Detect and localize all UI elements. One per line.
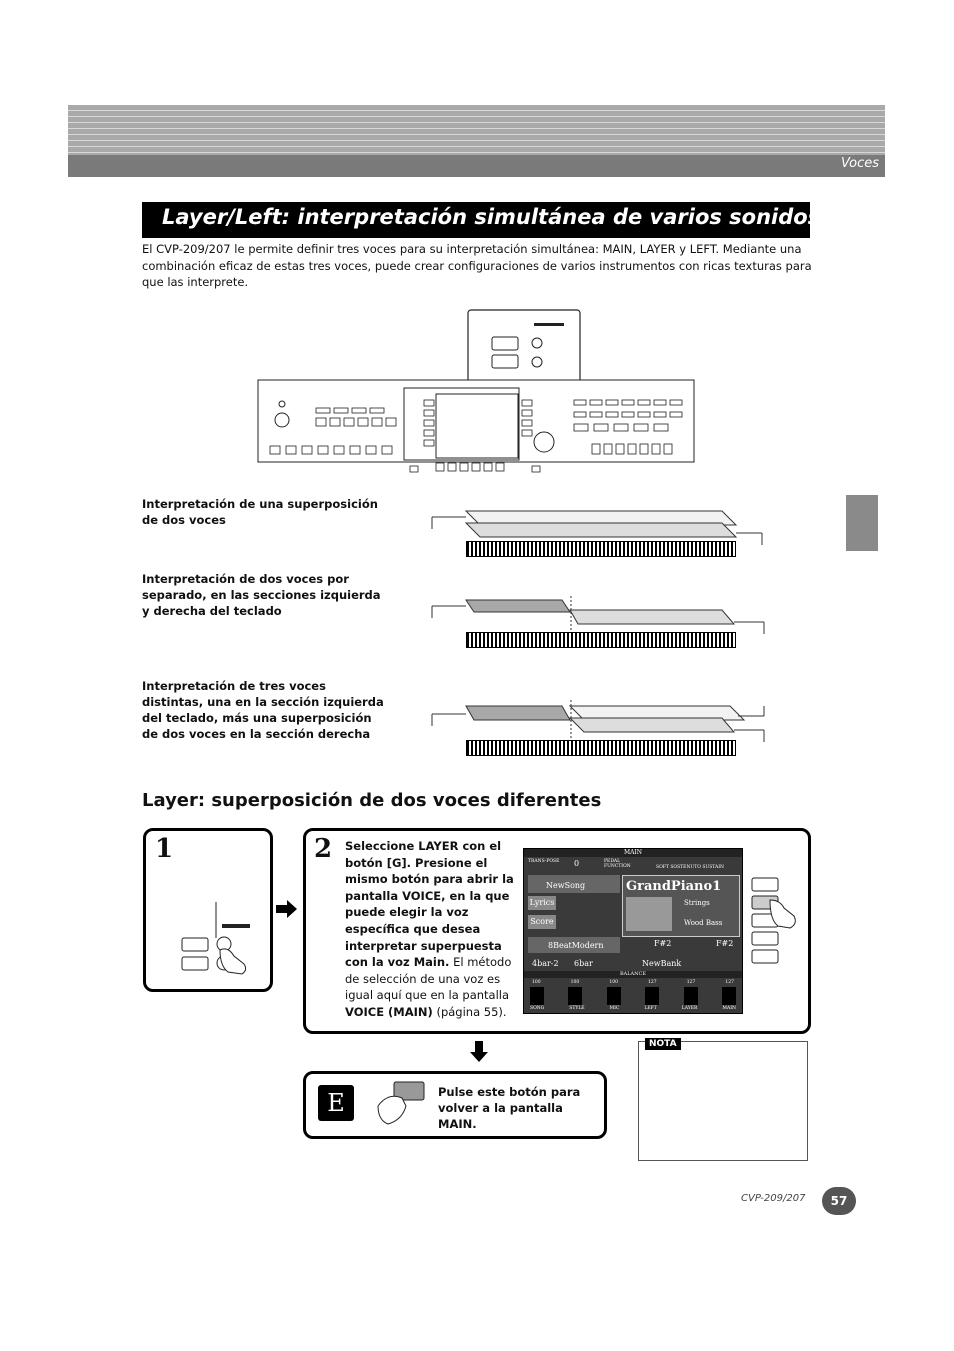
split-diagram bbox=[430, 596, 770, 636]
transpose-label: TRANS-POSE bbox=[528, 859, 560, 864]
note-label: NOTA bbox=[645, 1038, 681, 1050]
arrow-right-icon bbox=[276, 900, 298, 918]
keyboard bbox=[466, 632, 736, 648]
lyrics-button: Lyrics bbox=[528, 896, 556, 910]
voice-main: GrandPiano1 bbox=[626, 879, 722, 894]
step2-number: 2 bbox=[314, 834, 333, 864]
balance-sliders bbox=[530, 987, 736, 1005]
intro-value: 4bar-2 bbox=[532, 959, 559, 968]
split-right: F#2 bbox=[716, 939, 734, 948]
panel-illustration bbox=[256, 308, 696, 474]
page-number: 57 bbox=[822, 1187, 856, 1215]
side-thumb-tab bbox=[846, 495, 878, 551]
step2-plain: El método de selección de una voz es igual aquí que en la pantalla bbox=[345, 955, 512, 1003]
screen-side-buttons bbox=[748, 874, 800, 970]
page-title: Layer/Left: interpretación simultánea de varios sonidos bbox=[162, 205, 821, 229]
intro-paragraph: El CVP-209/207 le permite definir tres voces para su interpretación simultánea: MAIN, LAYER y LEFT. Mediante una combinación eficaz de estas tres voces, puede crear configuraciones de varios instrumentos con ricas texturas para que las interprete. bbox=[142, 242, 812, 289]
score-button: Score bbox=[528, 915, 556, 929]
balance-label: BALANCE bbox=[524, 971, 742, 978]
ending-value: 6bar bbox=[574, 959, 593, 968]
balance-labels: SONG STYLE MIC LEFT LAYER MAIN bbox=[530, 1006, 736, 1011]
balance-values: 100 100 100 127 127 127 bbox=[532, 980, 734, 985]
caption-split: Interpretación de dos voces por separado, en las secciones izquierda y derecha del teclado bbox=[142, 572, 381, 618]
pedal-label: PEDAL FUNCTION bbox=[604, 859, 631, 869]
end-icon: E bbox=[318, 1085, 354, 1121]
caption-layer: Interpretación de una superposición de dos voces bbox=[142, 497, 378, 527]
section-label: Voces bbox=[840, 156, 879, 171]
step2-bold: Seleccione LAYER con el botón [G]. Presione el mismo botón para abrir la pantalla VOICE, en la que puede elegir la voz específica que desea interpretar superpuesta con la voz Main. bbox=[345, 839, 514, 970]
page-header bbox=[68, 105, 885, 177]
pedal-items: SOFT SOSTENUTO SUSTAIN bbox=[656, 865, 724, 870]
song-name: NewSong bbox=[546, 881, 586, 890]
step2-end: (página 55). bbox=[432, 1004, 507, 1019]
caption-three-voices: Interpretación de tres voces distintas, una en la sección izquierda del teclado, más una superposición de dos voces en la sección derecha bbox=[142, 679, 384, 741]
voice-left: Wood Bass bbox=[684, 919, 723, 927]
end-instructions: Pulse este botón para volver a la pantalla MAIN. bbox=[438, 1085, 581, 1131]
note-box bbox=[638, 1041, 808, 1161]
piano-image bbox=[626, 897, 672, 931]
exit-button-illustration bbox=[372, 1080, 428, 1126]
step2-instructions bbox=[345, 838, 517, 1021]
step1-buttons bbox=[172, 900, 262, 980]
arrow-down-icon bbox=[470, 1041, 488, 1063]
subheading: Layer: superposición de dos voces diferentes bbox=[142, 790, 602, 811]
step1-number: 1 bbox=[155, 834, 174, 864]
footer-model: CVP-209/207 bbox=[741, 1193, 806, 1204]
style-name: 8BeatModern bbox=[548, 941, 604, 950]
lcd-screen bbox=[523, 848, 743, 1014]
transpose-value: 0 bbox=[574, 859, 580, 868]
screen-title: MAIN bbox=[524, 849, 742, 857]
voice-layer: Strings bbox=[684, 899, 710, 907]
bank-name: NewBank bbox=[642, 959, 682, 968]
keyboard bbox=[466, 740, 736, 756]
keyboard bbox=[466, 541, 736, 557]
split-left: F#2 bbox=[654, 939, 672, 948]
step2-bold-ref: VOICE (MAIN) bbox=[345, 1004, 433, 1019]
